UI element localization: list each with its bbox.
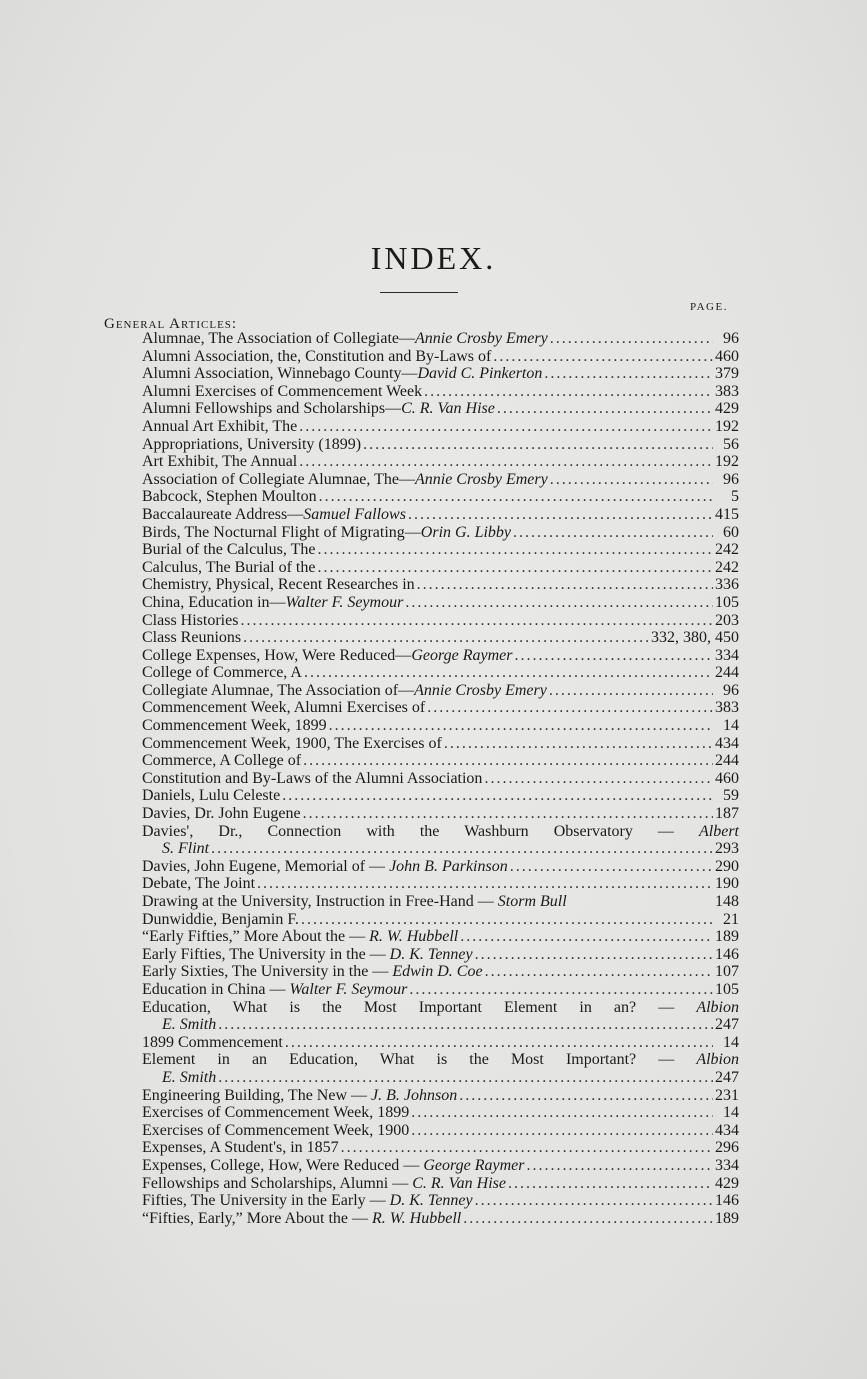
entry-author: Albert (699, 822, 739, 840)
entry-text (142, 1087, 457, 1105)
entry-page-number: 460 (715, 769, 739, 787)
entry-text (142, 629, 241, 647)
entry-title: Debate, The Joint (142, 875, 256, 893)
entry-text (142, 612, 238, 630)
entry-text (142, 1157, 524, 1175)
entry-page-number: 96 (723, 330, 739, 347)
entry-author: E. Smith (162, 1016, 217, 1034)
leader-dots (211, 840, 713, 858)
entry-page-number: 14 (723, 1104, 739, 1122)
leader-dots (550, 330, 713, 348)
entry-text (142, 541, 315, 559)
index-entry (142, 752, 739, 770)
entry-title: Annual Art Exhibit, The (142, 417, 298, 435)
leader-dots (218, 1016, 713, 1034)
entry-text (142, 524, 511, 542)
index-entry (142, 453, 739, 471)
entry-text (142, 453, 297, 471)
entry-text (142, 981, 407, 999)
index-entry (142, 787, 739, 805)
entry-text (162, 1069, 216, 1087)
entry-page-number: 293 (715, 840, 739, 858)
index-entry (142, 330, 739, 348)
index-entry (142, 717, 739, 735)
index-entry (142, 999, 739, 1017)
entry-author: S. Flint (162, 840, 210, 858)
entry-author: R. W. Hubbell (372, 1209, 462, 1227)
entry-text (142, 717, 327, 735)
index-entry (142, 1016, 739, 1034)
entry-text (142, 752, 301, 770)
entry-title: Chemistry, Physical, Recent Researches in (142, 576, 415, 594)
entry-author: Walter F. Seymour (289, 980, 408, 998)
entry-page-number: 146 (715, 1192, 739, 1210)
index-entry (142, 823, 739, 841)
index-entry (142, 805, 739, 823)
entry-title: College of Commerce, A (142, 664, 302, 682)
entry-author: George Raymer (411, 646, 513, 664)
index-entry (142, 471, 739, 489)
entry-page-number: 383 (715, 382, 739, 400)
leader-dots (405, 594, 713, 612)
entry-page-number: 434 (715, 1121, 739, 1139)
index-entry (142, 365, 739, 383)
entry-page-number: 96 (723, 681, 739, 699)
index-entry (142, 348, 739, 366)
leader-dots (411, 1104, 713, 1122)
entry-text (142, 348, 491, 366)
entry-page-number: 105 (715, 593, 739, 611)
entry-page-number: 242 (715, 541, 739, 559)
entry-page-number: 5 (731, 488, 739, 506)
entry-page-number: 203 (715, 611, 739, 629)
entry-title: 1899 Commencement (142, 1033, 283, 1051)
entry-text (142, 647, 512, 665)
index-entry (142, 488, 739, 506)
index-entry (142, 576, 739, 594)
index-entry (142, 911, 739, 929)
entry-title: Engineering Building, The New — (142, 1086, 371, 1104)
index-entry (142, 506, 739, 524)
index-entry (142, 647, 739, 665)
leader-dots (304, 664, 713, 682)
index-entry (142, 436, 739, 454)
entry-title: Alumni Fellowships and Scholarships— (142, 400, 402, 418)
entry-author: Annie Crosby Emery (414, 330, 548, 347)
entry-page-number: 242 (715, 558, 739, 576)
entry-page-number: 379 (715, 365, 739, 383)
entry-text (142, 506, 406, 524)
leader-dots (508, 1175, 713, 1193)
entry-title: Association of Collegiate Alumnae, The— (142, 470, 415, 488)
entry-page-number: 14 (723, 1033, 739, 1051)
index-entry (142, 875, 739, 893)
leader-dots (409, 981, 713, 999)
index-entry (142, 963, 739, 981)
leader-dots (459, 1087, 713, 1105)
index-entry (142, 1122, 739, 1140)
entry-page-number: 290 (715, 857, 739, 875)
index-entry (142, 1175, 739, 1193)
index-entry (142, 1051, 739, 1069)
entry-title: Commerce, A College of (142, 752, 302, 770)
entry-title: Art Exhibit, The Annual (142, 453, 298, 471)
entry-title: Davies', Dr., Connection with the Washburn Observatory — (142, 822, 699, 840)
index-entry (142, 858, 739, 876)
entry-page-number: 146 (715, 945, 739, 963)
entry-author: George Raymer (423, 1156, 525, 1174)
entry-text (142, 682, 547, 700)
leader-dots (549, 682, 713, 700)
entry-title: Class Reunions (142, 629, 242, 647)
entry-text (142, 365, 542, 383)
entry-page-number: 383 (715, 699, 739, 717)
leader-dots (493, 348, 713, 366)
entry-title: Alumni Association, Winnebago County— (142, 365, 418, 383)
leader-dots (463, 1210, 713, 1228)
entry-title: Alumni Exercises of Commencement Week (142, 382, 423, 400)
entry-text (142, 471, 548, 489)
entry-author: C. R. Van Hise (412, 1174, 507, 1192)
entry-page-number: 336 (715, 576, 739, 594)
entry-author: D. K. Tenney (389, 1192, 473, 1210)
leader-dots (303, 805, 713, 823)
title-rule (380, 292, 458, 293)
entry-title: Early Fifties, The University in the — (142, 945, 390, 963)
entry-author: J. B. Johnson (371, 1086, 458, 1104)
entry-page-number: 190 (715, 875, 739, 893)
index-entry (142, 594, 739, 612)
entry-text (142, 488, 317, 506)
entry-author: D. K. Tenney (389, 945, 473, 963)
index-entry (142, 1192, 739, 1210)
index-entry (142, 524, 739, 542)
entry-text (142, 436, 361, 454)
entry-text (142, 400, 495, 418)
entry-title: Element in an Education, What is the Most Important? — (142, 1051, 697, 1069)
entry-title: Davies, Dr. John Eugene (142, 805, 301, 823)
entry-title: Education, What is the Most Important Element in an? — (142, 998, 697, 1016)
leader-dots (444, 735, 713, 753)
leader-dots (341, 1139, 713, 1157)
index-entry (142, 840, 739, 858)
entry-page-number: 21 (723, 910, 739, 928)
leader-dots (485, 963, 713, 981)
leader-dots (303, 752, 713, 770)
leader-dots (240, 612, 713, 630)
entry-page-number: 60 (723, 523, 739, 541)
entry-page-number: 105 (715, 980, 739, 998)
entry-title: Commencement Week, Alumni Exercises of (142, 699, 426, 717)
entry-title: China, Education in— (142, 593, 286, 611)
entry-page-number: 247 (715, 1016, 739, 1034)
leader-dots (257, 875, 713, 893)
entry-text (142, 1210, 461, 1228)
index-entry (142, 541, 739, 559)
entry-title: Commencement Week, 1900, The Exercises of (142, 734, 442, 752)
leader-dots (363, 436, 713, 454)
entry-author: Annie Crosby Emery (414, 681, 547, 699)
entry-author: Storm Bull (497, 893, 567, 910)
index-entry (142, 559, 739, 577)
leader-dots (526, 1157, 713, 1175)
entry-title: Early Sixties, The University in the — (142, 963, 393, 981)
entry-title: Exercises of Commencement Week, 1900 (142, 1121, 410, 1139)
entry-author: David C. Pinkerton (417, 365, 543, 383)
entry-title: Fifties, The University in the Early — (142, 1192, 390, 1210)
entry-text (142, 1175, 506, 1193)
leader-dots (243, 629, 649, 647)
entry-title: Dunwiddie, Benjamin F. (142, 910, 299, 928)
entry-text (142, 1139, 339, 1157)
page-title: INDEX. (370, 240, 497, 276)
index-entry (142, 1087, 739, 1105)
index-entry (142, 664, 739, 682)
entry-text (142, 787, 280, 805)
index-entry (142, 893, 739, 911)
entry-text (142, 383, 422, 401)
entry-page-number: 434 (715, 734, 739, 752)
entry-page-number: 415 (715, 505, 739, 523)
entry-text (142, 576, 415, 594)
index-entry (142, 1069, 739, 1087)
entry-text (142, 770, 482, 788)
index-entry (142, 1139, 739, 1157)
leader-dots (550, 471, 713, 489)
entry-text (142, 963, 483, 981)
entry-title: Alumnae, The Association of Collegiate— (142, 330, 415, 347)
entry-author: Walter F. Seymour (285, 593, 404, 611)
leader-dots (497, 400, 713, 418)
leader-dots (301, 911, 713, 929)
index-entry (142, 418, 739, 436)
index-entry (142, 946, 739, 964)
entry-title: Birds, The Nocturnal Flight of Migrating— (142, 523, 421, 541)
leader-dots (299, 418, 713, 436)
entry-page-number: 187 (715, 805, 739, 823)
entry-page-number: 429 (715, 400, 739, 418)
leader-dots (218, 1069, 713, 1087)
leader-dots (417, 576, 713, 594)
entry-page-number: 244 (715, 664, 739, 682)
entry-page-number: 334 (715, 646, 739, 664)
leader-dots (317, 559, 713, 577)
entry-page-number: 334 (715, 1156, 739, 1174)
entry-text (162, 1016, 216, 1034)
entry-text (142, 946, 473, 964)
entry-author: E. Smith (162, 1068, 217, 1086)
entry-text (142, 735, 442, 753)
leader-dots (317, 541, 713, 559)
entry-text (142, 858, 508, 876)
leader-dots (282, 787, 713, 805)
entry-title: Baccalaureate Address— (142, 505, 304, 523)
entry-title: Daniels, Lulu Celeste (142, 787, 281, 805)
leader-dots (285, 1034, 713, 1052)
entry-title: College Expenses, How, Were Reduced— (142, 646, 412, 664)
entry-text (142, 1034, 283, 1052)
leader-dots (427, 699, 713, 717)
leader-dots (475, 946, 713, 964)
entry-text (142, 1104, 409, 1122)
entry-text (142, 928, 458, 946)
leader-dots (299, 453, 713, 471)
entry-title: Constitution and By-Laws of the Alumni Association (142, 769, 483, 787)
page-column-label: PAGE. (690, 301, 728, 313)
entry-title: Class Histories (142, 611, 239, 629)
entry-author: Edwin D. Coe (392, 963, 483, 981)
leader-dots (484, 770, 713, 788)
entry-page-number: 192 (715, 417, 739, 435)
entry-title: Expenses, College, How, Were Reduced — (142, 1156, 424, 1174)
entry-author: R. W. Hubbell (369, 928, 459, 946)
entry-author: Albion (696, 998, 739, 1016)
entry-page-number: 429 (715, 1174, 739, 1192)
leader-dots (514, 647, 713, 665)
index-entry (142, 629, 739, 647)
index-entry (142, 699, 739, 717)
section-heading: General Articles: (104, 316, 238, 332)
entry-page-number: 231 (715, 1086, 739, 1104)
entry-title: Appropriations, University (1899) (142, 435, 362, 453)
entry-title: Collegiate Alumnae, The Association of— (142, 681, 415, 699)
index-entry (142, 928, 739, 946)
entry-author: John B. Parkinson (389, 857, 508, 875)
entry-page-number: 189 (715, 1209, 739, 1227)
entry-title: “Fifties, Early,” More About the — (142, 1209, 373, 1227)
entry-text (142, 1192, 473, 1210)
entry-page-number: 332, 380, 450 (651, 629, 739, 647)
entry-page-number: 96 (723, 470, 739, 488)
entry-text (142, 594, 403, 612)
entry-page-number: 59 (723, 787, 739, 805)
entry-author: Orin G. Libby (420, 523, 512, 541)
entry-text (142, 418, 297, 436)
leader-dots (544, 365, 713, 383)
entry-page-number: 296 (715, 1139, 739, 1157)
entry-title: Exercises of Commencement Week, 1899 (142, 1104, 410, 1122)
index-entry (142, 1157, 739, 1175)
leader-dots (408, 506, 713, 524)
entry-title: Davies, John Eugene, Memorial of — (142, 857, 390, 875)
entry-text (142, 911, 299, 929)
entry-title: Calculus, The Burial of the (142, 558, 316, 576)
entry-title: “Early Fifties,” More About the — (142, 928, 370, 946)
leader-dots (329, 717, 713, 735)
entry-page-number: 247 (715, 1068, 739, 1086)
entry-author: Albion (696, 1051, 739, 1069)
index-entry (142, 400, 739, 418)
entry-page-number: 460 (715, 347, 739, 365)
index-entry (142, 1104, 739, 1122)
leader-dots (475, 1192, 713, 1210)
entry-title: Education in China — (142, 980, 290, 998)
entry-page-number: 189 (715, 928, 739, 946)
index-entry (142, 981, 739, 999)
leader-dots (411, 1122, 713, 1140)
entry-title: Drawing at the University, Instruction in Free-Hand — (142, 893, 498, 910)
entry-title: Alumni Association, the, Constitution and By-Laws of (142, 347, 492, 365)
entry-title: Fellowships and Scholarships, Alumni — (142, 1174, 413, 1192)
entry-author: C. R. Van Hise (401, 400, 495, 418)
entry-text (142, 805, 301, 823)
entry-title: Commencement Week, 1899 (142, 717, 327, 735)
entry-text (142, 1122, 409, 1140)
entry-text (142, 664, 302, 682)
entry-text (142, 699, 425, 717)
entry-text (162, 840, 209, 858)
index-entry (142, 770, 739, 788)
entry-page-number: 244 (715, 752, 739, 770)
index-entry (142, 735, 739, 753)
entry-page-number: 148 (715, 893, 739, 910)
entry-text (142, 875, 255, 893)
entry-author: Samuel Fallows (303, 505, 406, 523)
entry-title: Expenses, A Student's, in 1857 (142, 1139, 339, 1157)
index-entry (142, 682, 739, 700)
entry-title: Burial of the Calculus, The (142, 541, 316, 559)
index-entry (142, 383, 739, 401)
leader-dots (510, 858, 713, 876)
entry-page-number: 14 (723, 717, 739, 735)
entry-text (142, 330, 548, 348)
index-entry (142, 1210, 739, 1228)
index-entry (142, 1034, 739, 1052)
leader-dots (319, 488, 713, 506)
leader-dots (513, 524, 713, 542)
entry-title: Babcock, Stephen Moulton (142, 488, 317, 506)
leader-dots (424, 383, 713, 401)
leader-dots (460, 928, 713, 946)
index-entries (142, 330, 739, 1227)
entry-page-number: 192 (715, 453, 739, 471)
entry-author: Annie Crosby Emery (414, 470, 548, 488)
entry-text (142, 559, 315, 577)
entry-page-number: 56 (723, 435, 739, 453)
index-entry (142, 612, 739, 630)
entry-text (142, 893, 567, 911)
entry-page-number: 107 (715, 963, 739, 981)
